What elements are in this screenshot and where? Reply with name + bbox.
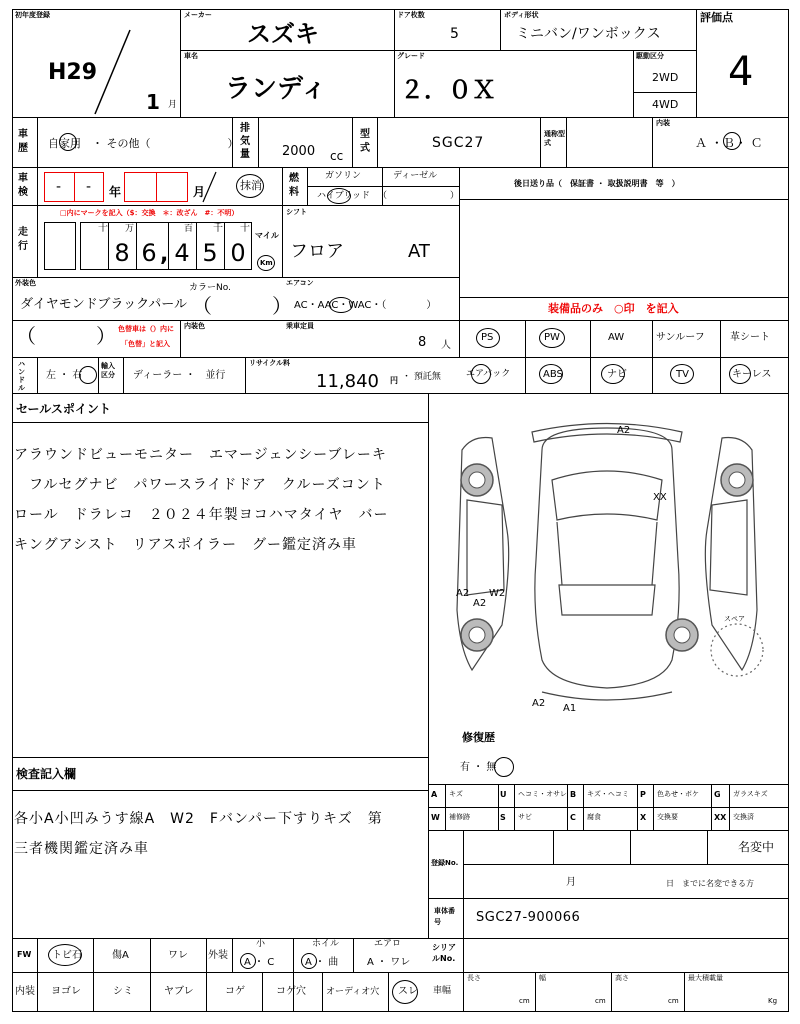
color-no-paren: （ ） bbox=[192, 294, 292, 318]
km-label: Km bbox=[260, 259, 273, 267]
equip-abs: ABS bbox=[543, 369, 563, 380]
legend-code: XX bbox=[714, 813, 727, 822]
first-reg-label: 初年度登録 bbox=[15, 11, 50, 19]
equip-sunroof: サンルーフ bbox=[656, 332, 705, 343]
dash-mark: - bbox=[86, 179, 92, 195]
items-label: 後日送り品（ 保証書 ・ 取扱説明書 等 ） bbox=[514, 179, 680, 188]
int-item: ヨゴレ bbox=[51, 986, 81, 997]
legend-meaning: 交換要 bbox=[657, 813, 678, 821]
legend-code: C bbox=[570, 813, 576, 822]
damage-mark: XX bbox=[653, 492, 667, 503]
disp-label: 排気量 bbox=[240, 123, 250, 160]
reg-month: 1 bbox=[146, 90, 160, 114]
color-paren-2: （ ） bbox=[16, 324, 116, 348]
inner-color-label: 内装色 bbox=[184, 322, 205, 330]
ext-wheel-label: ホイル bbox=[312, 939, 340, 949]
sales-title: セールスポイント bbox=[16, 402, 111, 416]
equip-leather: 革シート bbox=[730, 332, 770, 343]
car-name: ランディ bbox=[225, 74, 327, 104]
keyless-circle-mark bbox=[729, 364, 751, 384]
inspection-year-unit: 年 bbox=[109, 185, 122, 199]
seats-label: 乗車定員 bbox=[286, 322, 314, 330]
serial-label: シリアルNo. bbox=[432, 943, 456, 963]
pw-circle-mark bbox=[539, 328, 565, 348]
equip-airbag: エアバック bbox=[466, 369, 511, 379]
damage-mark: A1 bbox=[563, 703, 577, 714]
common-model-label: 通称型式 bbox=[544, 130, 565, 147]
legend-meaning: 交換済 bbox=[733, 813, 754, 821]
model-label: 型式 bbox=[360, 129, 370, 154]
int-item: スレ bbox=[398, 986, 418, 997]
legend-meaning: キズ・ヘコミ bbox=[587, 790, 629, 798]
maker-label: メーカー bbox=[184, 11, 212, 19]
car-damage-diagram bbox=[432, 410, 782, 720]
recycle-unit: 円 bbox=[390, 376, 398, 385]
airbag-circle-mark bbox=[471, 364, 491, 384]
body-label: ボディ形状 bbox=[504, 11, 539, 19]
legend-meaning: ヘコミ・オサレ bbox=[518, 790, 567, 798]
ext-label: 外装 bbox=[208, 950, 228, 961]
ac-label: エアコン bbox=[286, 279, 314, 287]
legend-code: W bbox=[431, 813, 440, 822]
man-label: 万 bbox=[125, 224, 135, 234]
legend-meaning: 色あせ・ボケ bbox=[657, 790, 699, 798]
chassis-label: 車体番号 bbox=[434, 907, 455, 926]
import-value: ディーラー ・ 並行 bbox=[133, 370, 226, 381]
juu-label: 十 bbox=[98, 223, 108, 234]
reg-year: H29 bbox=[48, 60, 98, 85]
mileage-digit: 5 bbox=[202, 239, 218, 267]
damage-mark: A2 bbox=[617, 425, 631, 436]
inspection-label: 車検 bbox=[18, 173, 28, 198]
mileage-note: □内にマークを記入（$：交換 ＊：改ざん #：不明） bbox=[60, 209, 239, 217]
check-title: 検査記入欄 bbox=[16, 767, 77, 781]
import-label: 輸入区分 bbox=[101, 362, 115, 379]
recycle-label: リサイクル料 bbox=[249, 359, 291, 367]
maker-value: スズキ bbox=[247, 20, 319, 48]
shift-type: AT bbox=[408, 241, 430, 262]
check-line: 三者機関鑑定済み車 bbox=[14, 841, 149, 857]
ps-circle-mark bbox=[476, 328, 500, 348]
recycle-deposit: ・ 預託無 bbox=[402, 372, 441, 382]
repair-label: 修復歴 bbox=[462, 731, 495, 744]
color-label: 外装色 bbox=[15, 279, 36, 287]
damage-mark: A2 bbox=[473, 598, 487, 609]
legend-code: B bbox=[570, 790, 577, 799]
check-line: 各小A小凹みうす線A W2 Fバンパー下すりキズ 第 bbox=[14, 811, 383, 827]
legend-code: G bbox=[714, 790, 721, 799]
width-label: 幅 bbox=[539, 974, 546, 982]
interior-label: 内装 bbox=[656, 119, 670, 127]
legend-code: S bbox=[500, 813, 506, 822]
handle-value: 左 ・ 右 bbox=[46, 370, 83, 381]
tv-circle-mark bbox=[670, 364, 694, 384]
fuel-paren: （ ） bbox=[378, 191, 460, 201]
sales-points bbox=[14, 440, 426, 560]
load-label: 最大積載量 bbox=[688, 974, 723, 982]
legend-meaning: キズ bbox=[449, 790, 463, 798]
sales-line: アラウンドビューモニター エマージェンシーブレーキ bbox=[14, 447, 387, 463]
mileage-prefix-box bbox=[44, 222, 76, 270]
fw-label: FW bbox=[17, 950, 32, 959]
mile-label: マイル bbox=[255, 231, 279, 240]
equip-title: 装備品のみ ○印 を記入 bbox=[548, 302, 679, 315]
spare-label: スペア bbox=[724, 615, 745, 623]
shift-position: フロア bbox=[290, 241, 344, 262]
ac-value: AC・AAC・WAC・（ ） bbox=[294, 300, 437, 311]
color-no-label: カラーNo. bbox=[189, 283, 231, 293]
seats-unit: 人 bbox=[441, 340, 451, 351]
aac-circle-mark bbox=[329, 297, 353, 313]
fuel-label: 燃料 bbox=[289, 173, 299, 198]
ext-small-a-circle-mark bbox=[240, 953, 256, 969]
expired-value: 抹消 bbox=[240, 179, 262, 192]
reg-month-unit: 月 bbox=[168, 100, 178, 110]
equip-tv: TV bbox=[676, 369, 689, 380]
seats-value: 8 bbox=[418, 335, 427, 350]
abs-circle-mark bbox=[539, 364, 563, 384]
ext-wheel-opts: A ・ 曲 bbox=[305, 957, 339, 968]
ext-small-opts: A ・ C bbox=[244, 957, 275, 968]
int-item: コゲ bbox=[225, 986, 245, 997]
sen-label: 千 bbox=[213, 223, 223, 234]
history-label: 車歴 bbox=[18, 129, 28, 154]
grade-value: ２．０Ｘ bbox=[400, 76, 496, 104]
repaint-note-2: 「色替」と記入 bbox=[121, 340, 170, 348]
legend-code: X bbox=[640, 813, 647, 822]
name-change: 名変中 bbox=[738, 840, 775, 854]
length-label: 長さ bbox=[467, 974, 481, 982]
legend-code: A bbox=[431, 790, 438, 799]
mileage-digit: 0 bbox=[230, 239, 246, 267]
handle-right-circle-mark bbox=[79, 366, 97, 384]
drive-2wd: 2WD bbox=[652, 71, 679, 84]
equip-navi: ナビ bbox=[607, 369, 627, 380]
length-unit: cm bbox=[519, 997, 530, 1005]
inspection-month-unit: 月 bbox=[193, 185, 206, 199]
sales-line: ロール ドラレコ ２０２４年製ヨコハマタイヤ バー bbox=[14, 507, 389, 523]
reg-month-unit-2: 月 bbox=[566, 877, 576, 888]
load-unit: Kg bbox=[768, 997, 778, 1005]
legend-meaning: サビ bbox=[518, 813, 532, 821]
name-label: 車名 bbox=[184, 52, 198, 60]
reg-day-text: 日 までに名変できる方 bbox=[666, 879, 754, 888]
km-circle-mark bbox=[257, 255, 275, 271]
recycle-value: 11,840 bbox=[316, 371, 379, 392]
body-value: ミニバン/ワンボックス bbox=[516, 26, 661, 42]
interior-value: Ａ ・Ｂ・ Ｃ bbox=[695, 136, 763, 150]
mileage-comma: , bbox=[160, 242, 169, 267]
legend-meaning: 腐食 bbox=[587, 813, 601, 821]
grade-label: グレード bbox=[397, 52, 425, 60]
damage-mark: A2 bbox=[532, 698, 546, 709]
disp-value: 2000 bbox=[282, 144, 316, 159]
slash-mark bbox=[200, 170, 220, 204]
doors-label: ドア枚数 bbox=[397, 11, 425, 19]
int-item: ヤブレ bbox=[164, 986, 194, 997]
interior-b-circle-mark bbox=[723, 132, 741, 150]
expired-circle-mark bbox=[236, 174, 264, 198]
mileage-digit: 6 bbox=[141, 239, 157, 267]
navi-circle-mark bbox=[601, 364, 625, 384]
hyaku-label: 百 bbox=[184, 224, 194, 234]
sales-line: フルセグナビ パワースライドドア クルーズコント bbox=[14, 477, 386, 493]
legend-code: U bbox=[500, 790, 507, 799]
slash-mark bbox=[90, 28, 140, 118]
fw-item: ワレ bbox=[168, 950, 188, 961]
repair-value: 有 ・ 無 bbox=[460, 762, 497, 773]
equip-aw: AW bbox=[608, 332, 625, 343]
equip-pw: PW bbox=[544, 332, 560, 343]
chassis-value: SGC27-900066 bbox=[476, 910, 581, 925]
shift-label: シフト bbox=[286, 208, 307, 216]
ext-small-label: 小 bbox=[256, 939, 266, 949]
model-value: SGC27 bbox=[432, 135, 485, 151]
drive-4wd: 4WD bbox=[652, 98, 679, 111]
int-item: オーディオ穴 bbox=[326, 987, 380, 997]
fuel-diesel: ディーゼル bbox=[393, 171, 438, 181]
juu-label: 十 bbox=[240, 223, 250, 234]
ext-aero-opts: A ・ ワレ bbox=[367, 957, 411, 968]
fw-item: 傷A bbox=[112, 950, 129, 961]
int-item: シミ bbox=[113, 986, 133, 997]
mileage-label: 走行 bbox=[18, 227, 28, 252]
handle-label: ハンドル bbox=[18, 360, 25, 392]
mileage-digit: 4 bbox=[174, 239, 190, 267]
equip-keyless: キーレス bbox=[732, 369, 772, 380]
private-circle-mark bbox=[59, 133, 77, 151]
doors-value: 5 bbox=[450, 26, 459, 42]
int-item: コゲ穴 bbox=[276, 986, 306, 997]
color-value: ダイヤモンドブラックパール bbox=[20, 297, 188, 312]
legend-meaning: ガラスキズ bbox=[733, 790, 768, 798]
dash-mark: - bbox=[56, 179, 62, 195]
repaint-note-1: 色替車は（）内に bbox=[118, 325, 174, 333]
ext-wheel-a-circle-mark bbox=[301, 953, 317, 969]
legend-code: P bbox=[640, 790, 646, 799]
sales-line: キングアシスト リアスポイラー グー鑑定済み車 bbox=[14, 537, 358, 553]
history-value: 自家用 ・ その他（ ） bbox=[48, 137, 239, 150]
reg-no-label: 登録No. bbox=[431, 859, 459, 867]
equip-ps: PS bbox=[481, 332, 494, 343]
eval-label: 評価点 bbox=[700, 11, 733, 24]
height-unit: cm bbox=[668, 997, 679, 1005]
int-label: 内装 bbox=[15, 986, 35, 997]
dims-label: 車幅 bbox=[433, 986, 452, 996]
fuel-gasoline: ガソリン bbox=[325, 171, 362, 181]
fw-item: トビ石 bbox=[52, 950, 82, 961]
damage-mark: A2 bbox=[456, 588, 470, 599]
height-label: 高さ bbox=[615, 974, 629, 982]
drive-label: 駆動区分 bbox=[636, 52, 664, 60]
fw-stone-circle-mark bbox=[48, 944, 82, 966]
disp-unit: cc bbox=[330, 149, 344, 163]
width-unit: cm bbox=[595, 997, 606, 1005]
int-wear-circle-mark bbox=[392, 980, 418, 1004]
check-notes bbox=[14, 804, 426, 864]
ext-aero-label: エアロ bbox=[374, 939, 402, 949]
mileage-digit: 8 bbox=[114, 239, 130, 267]
repair-none-circle-mark bbox=[494, 757, 514, 777]
legend-meaning: 補修跡 bbox=[449, 813, 470, 821]
fuel-hybrid: ハイブリッド bbox=[317, 191, 371, 201]
eval-score: 4 bbox=[728, 49, 754, 95]
damage-mark: W2 bbox=[489, 588, 506, 599]
hybrid-circle-mark bbox=[327, 188, 351, 204]
